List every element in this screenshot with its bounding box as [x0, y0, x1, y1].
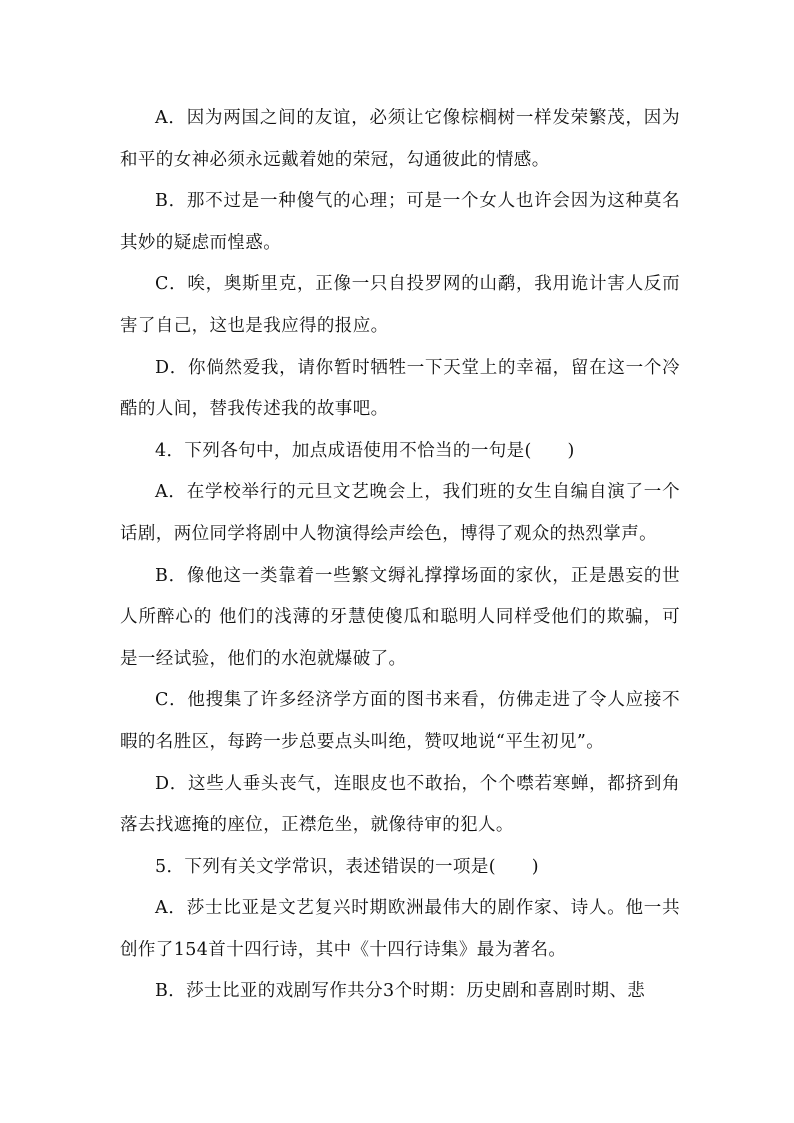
option-d-q3: D．你倘然爱我，请你暂时牺牲一下天堂上的幸福，留在这一个冷酷的人间，替我传述我的故事吧。 — [120, 357, 680, 420]
option-b-q3: B．那不过是一种傻气的心理；可是一个女人也许会因为这种莫名其妙的疑虑而惶惑。 — [120, 191, 680, 253]
option-d-q4: D．这些人垂头丧气，连眼皮也不敢抬，个个噤若寒蝉，都挤到角落去找遮掩的座位，正襟危坐，就像待审的犯人。 — [120, 773, 680, 836]
option-a-q5: A．莎士比亚是文艺复兴时期欧洲最伟大的剧作家、诗人。他一共创作了154首十四行诗，其中《十四行诗集》最为著名。 — [120, 898, 680, 960]
option-a-q3: A．因为两国之间的友谊，必须让它像棕榈树一样发荣繁茂，因为和平的女神必须永远戴着她的荣冠，勾通彼此的情感。 — [120, 108, 680, 170]
option-c-q3: C．唉，奥斯里克，正像一只自投罗网的山鹬，我用诡计害人反而害了自己，这也是我应得的报应。 — [120, 274, 680, 336]
option-b-q4: B．像他这一类靠着一些繁文缛礼撑撑场面的家伙，正是愚妄的世人所醉心的 他们的浅薄的牙慧使傻瓜和聪明人同样受他们的欺骗，可是一经试验，他们的水泡就爆破了。 — [120, 565, 680, 669]
option-b-q5: B．莎士比亚的戏剧写作共分3个时期：历史剧和喜剧时期、悲 — [155, 981, 646, 1002]
question-5: 5．下列有关文学常识，表述错误的一项是( ) — [155, 856, 539, 877]
question-4: 4．下列各句中，加点成语使用不恰当的一句是( ) — [155, 440, 575, 461]
option-c-q4: C．他搜集了许多经济学方面的图书来看，仿佛走进了令人应接不暇的名胜区，每跨一步总要点头叫绝，赞叹地说“平生初见”。 — [120, 690, 680, 752]
exam-text-body — [120, 98, 680, 1013]
option-a-q4: A．在学校举行的元旦文艺晚会上，我们班的女生自编自演了一个话剧，两位同学将剧中人物演得绘声绘色，博得了观众的热烈掌声。 — [120, 482, 680, 544]
